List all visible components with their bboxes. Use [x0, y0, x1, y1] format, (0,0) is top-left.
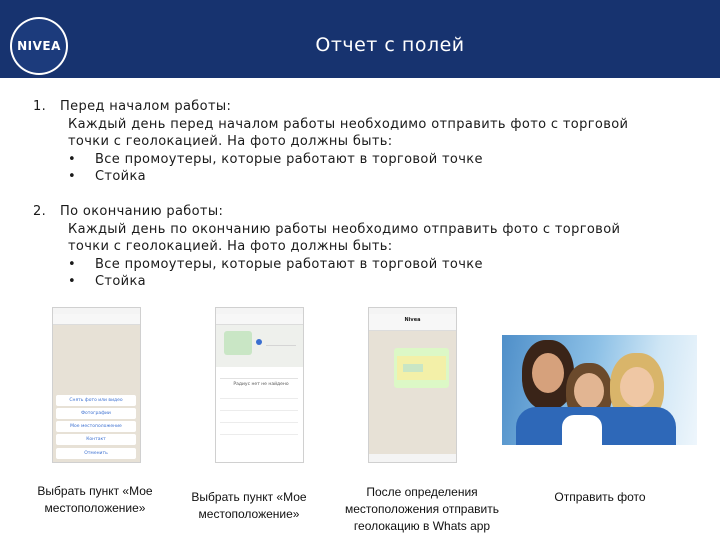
bullet-dot: • [68, 256, 77, 272]
bullet-text: Стойка [95, 169, 146, 185]
step-1-text-line1: Каждый день перед началом работы необходимо отправить фото с торговой [68, 116, 629, 132]
caption-1 [20, 483, 170, 517]
promoters-photo [502, 335, 697, 445]
step-1-bullet [33, 168, 703, 186]
step-2-heading [33, 203, 703, 221]
caption-line: местоположение» [198, 507, 300, 521]
sheet-item: Фотографии [56, 408, 136, 419]
phone-screenshot-whatsapp-chat [368, 307, 457, 463]
step-2-text-line2: точки с геолокацией. На фото должны быть: [68, 239, 393, 255]
sheet-item: Снять фото или видео [56, 395, 136, 406]
sheet-item: Контакт [56, 434, 136, 445]
bullet-dot: • [68, 274, 77, 290]
bullet-dot: • [68, 151, 77, 167]
step-1-text-line2: точки с геолокацией. На фото должны быть: [68, 134, 393, 150]
sheet-cancel: Отменить [56, 448, 136, 459]
step-number: 2. [33, 203, 47, 219]
caption-line: Отправить фото [554, 490, 646, 504]
nivea-logo [10, 17, 68, 75]
caption-2 [174, 489, 324, 523]
chat-contact-name: Nivea [404, 317, 421, 323]
caption-4 [530, 489, 670, 506]
step-2-text-line1: Каждый день по окончанию работы необходимо отправить фото с торговой [68, 221, 621, 237]
caption-line: Выбрать пункт «Мое [37, 484, 153, 498]
bullet-text: Все промоутеры, которые работают в торговой точке [95, 151, 483, 167]
search-result-text: Радиус нет не найдено [233, 382, 289, 387]
bullet-text: Все промоутеры, которые работают в торговой точке [95, 256, 483, 272]
location-pin-icon [256, 339, 262, 345]
step-title: По окончанию работы: [60, 203, 224, 219]
instructions [33, 98, 703, 291]
step-number: 1. [33, 99, 47, 114]
step-2-bullet [33, 273, 703, 291]
sheet-item: Мое местоположение [56, 421, 136, 432]
phone-screenshot-location-map [215, 307, 304, 463]
step-2-bullet [33, 256, 703, 274]
bullet-dot: • [68, 169, 77, 185]
step-title: Перед началом работы: [60, 99, 232, 114]
page-title: Отчет с полей [315, 34, 465, 56]
caption-3 [332, 484, 512, 535]
caption-line: местоположение» [44, 501, 146, 515]
step-1-heading [33, 98, 703, 116]
step-1-bullet [33, 151, 703, 169]
bullet-text: Стойка [95, 274, 146, 290]
caption-line: геолокацию в Whats app [353, 519, 491, 533]
caption-line: местоположения отправить [345, 502, 499, 516]
phone-screenshot-share-menu [52, 307, 141, 463]
caption-line: После определения [366, 485, 478, 499]
logo-text: NIVEA [12, 19, 66, 73]
header-bar [0, 0, 720, 78]
caption-line: Выбрать пункт «Мое [191, 490, 307, 504]
